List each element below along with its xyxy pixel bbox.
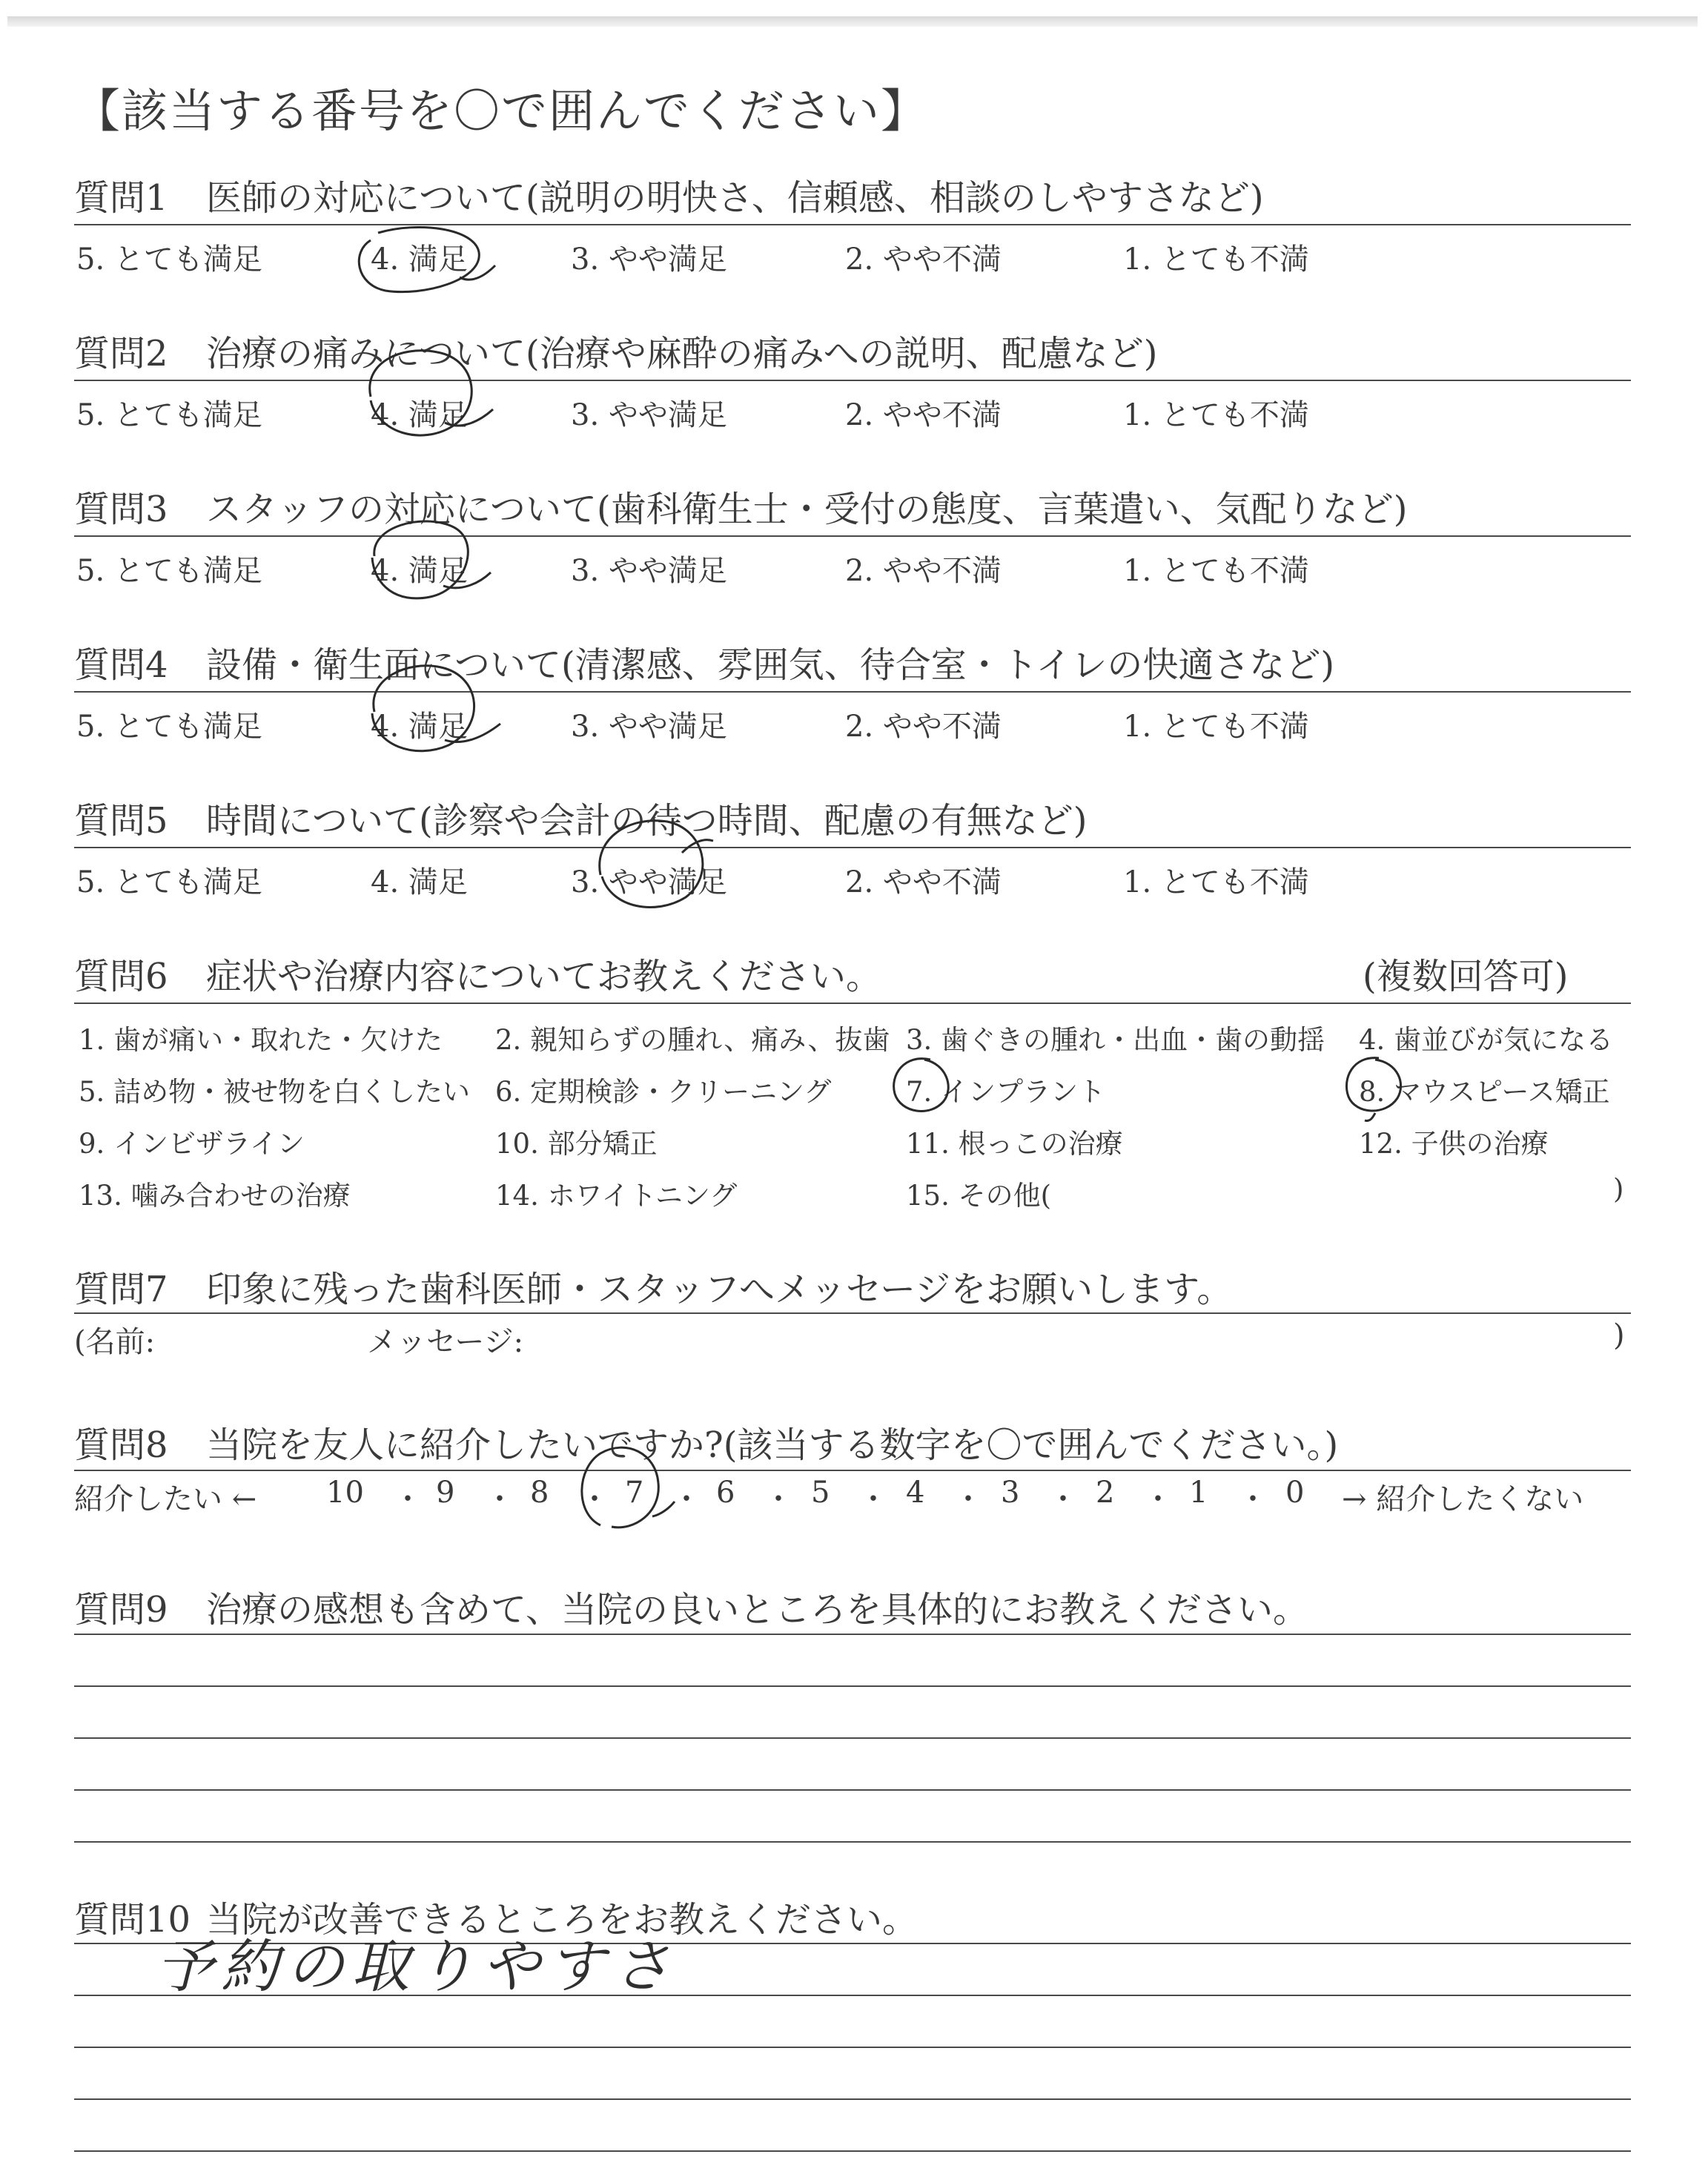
divider bbox=[74, 224, 1631, 225]
question-text: 設備・衛生面について(清潔感、雰囲気、待合室・トイレの快適さなど) bbox=[206, 644, 1335, 686]
scale-8[interactable]: 8 bbox=[530, 1476, 549, 1510]
question-number: 質問1 bbox=[74, 177, 168, 219]
q5-option-2[interactable]: 2. やや不満 bbox=[845, 865, 1002, 899]
question-3 bbox=[74, 480, 1408, 532]
scale-1[interactable]: 1 bbox=[1189, 1476, 1208, 1510]
divider bbox=[74, 380, 1631, 381]
answer-line bbox=[74, 1737, 1631, 1739]
q1-option-4[interactable]: 4. 満足 bbox=[371, 242, 468, 277]
q6-item-10[interactable]: 10. 部分矯正 bbox=[495, 1128, 658, 1160]
q2-answer-circle bbox=[356, 341, 504, 452]
question-1 bbox=[74, 169, 1264, 220]
question-2 bbox=[74, 325, 1158, 376]
q4-option-3[interactable]: 3. やや満足 bbox=[571, 710, 727, 744]
scale-dot: ・ bbox=[1143, 1482, 1173, 1516]
scale-10[interactable]: 10 bbox=[326, 1476, 364, 1510]
answer-line bbox=[74, 2150, 1631, 2152]
divider bbox=[74, 1312, 1631, 1314]
answer-line bbox=[74, 1841, 1631, 1843]
item-7-circle bbox=[886, 1049, 960, 1123]
divider bbox=[74, 691, 1631, 693]
q4-option-1[interactable]: 1. とても不満 bbox=[1123, 710, 1309, 744]
other-close-paren: ) bbox=[1613, 1173, 1624, 1205]
q6-item-1[interactable]: 1. 歯が痛い・取れた・欠けた bbox=[79, 1024, 443, 1056]
q6-item-15[interactable]: 15. その他( bbox=[906, 1180, 1052, 1212]
question-number: 質問7 bbox=[74, 1269, 168, 1310]
q5-answer-circle bbox=[586, 808, 734, 919]
question-number: 質問6 bbox=[74, 956, 168, 997]
scale-7[interactable]: 7 bbox=[625, 1476, 644, 1510]
question-8 bbox=[74, 1416, 1338, 1467]
scale-dot: ・ bbox=[858, 1482, 888, 1516]
message-close-paren: ) bbox=[1613, 1318, 1625, 1353]
q5-option-4[interactable]: 4. 満足 bbox=[371, 865, 468, 899]
q3-option-2[interactable]: 2. やや不満 bbox=[845, 554, 1002, 588]
question-text: 印象に残った歯科医師・スタッフへメッセージをお願いします。 bbox=[206, 1269, 1233, 1310]
scale-0[interactable]: 0 bbox=[1285, 1476, 1305, 1510]
q4-option-5[interactable]: 5. とても満足 bbox=[76, 710, 262, 744]
name-label: (名前: bbox=[74, 1325, 156, 1359]
divider bbox=[74, 1003, 1631, 1004]
q3-option-5[interactable]: 5. とても満足 bbox=[76, 554, 262, 588]
question-text: 医師の対応について(説明の明快さ、信頼感、相談のしやすさなど) bbox=[206, 177, 1264, 219]
q5-option-3[interactable]: 3. やや満足 bbox=[571, 865, 727, 899]
q6-item-12[interactable]: 12. 子供の治療 bbox=[1359, 1128, 1549, 1160]
q3-option-1[interactable]: 1. とても不満 bbox=[1123, 554, 1309, 588]
scale-dot: ・ bbox=[580, 1482, 609, 1516]
q4-option-4[interactable]: 4. 満足 bbox=[371, 710, 468, 744]
q1-answer-circle bbox=[348, 222, 504, 304]
question-text: 当院が改善できるところをお教えください。 bbox=[206, 1899, 918, 1941]
q6-item-8[interactable]: 8. マウスピース矯正 bbox=[1359, 1076, 1610, 1108]
multiple-answer-note: (複数回答可) bbox=[1363, 956, 1569, 997]
q3-option-4[interactable]: 4. 満足 bbox=[371, 554, 468, 588]
q6-item-2[interactable]: 2. 親知らずの腫れ、痛み、抜歯 bbox=[495, 1024, 890, 1056]
question-number: 質問5 bbox=[74, 800, 168, 842]
answer-line bbox=[74, 1685, 1631, 1687]
scan-edge bbox=[7, 16, 1698, 27]
scale-4[interactable]: 4 bbox=[906, 1476, 925, 1510]
scale-6[interactable]: 6 bbox=[716, 1476, 735, 1510]
q6-item-14[interactable]: 14. ホワイトニング bbox=[495, 1180, 738, 1212]
q6-item-3[interactable]: 3. 歯ぐきの腫れ・出血・歯の動揺 bbox=[906, 1024, 1325, 1056]
item-8-circle bbox=[1338, 1049, 1412, 1123]
q1-option-2[interactable]: 2. やや不満 bbox=[845, 242, 1002, 277]
q6-item-9[interactable]: 9. インビザライン bbox=[79, 1128, 305, 1160]
divider bbox=[74, 1470, 1631, 1471]
answer-line bbox=[74, 2047, 1631, 2048]
not-recommend-label: → 紹介したくない bbox=[1342, 1482, 1584, 1516]
answer-line bbox=[74, 2098, 1631, 2100]
question-number: 質問10 bbox=[74, 1899, 191, 1941]
q6-item-13[interactable]: 13. 噛み合わせの治療 bbox=[79, 1180, 351, 1212]
question-text: 症状や治療内容についてお教えください。 bbox=[206, 956, 882, 997]
scale-dot: ・ bbox=[953, 1482, 983, 1516]
q1-option-1[interactable]: 1. とても不満 bbox=[1123, 242, 1309, 277]
q2-option-1[interactable]: 1. とても不満 bbox=[1123, 398, 1309, 432]
scale-dot: ・ bbox=[1048, 1482, 1078, 1516]
handwritten-answer: 予約の取りやすさ bbox=[156, 1934, 678, 2001]
recommend-label: 紹介したい ← bbox=[74, 1482, 257, 1516]
scale-dot: ・ bbox=[485, 1482, 514, 1516]
q6-item-7[interactable]: 7. インプラント bbox=[906, 1076, 1106, 1108]
question-number: 質問8 bbox=[74, 1424, 168, 1466]
question-text: スタッフの対応について(歯科衛生士・受付の態度、言葉遣い、気配りなど) bbox=[206, 489, 1408, 530]
q2-option-5[interactable]: 5. とても満足 bbox=[76, 398, 262, 432]
instruction-header: 【該当する番号を〇で囲んでください】 bbox=[74, 84, 929, 138]
question-text: 時間について(診察や会計の待つ時間、配慮の有無など) bbox=[206, 800, 1088, 842]
q2-option-4[interactable]: 4. 満足 bbox=[371, 398, 468, 432]
scale-9[interactable]: 9 bbox=[436, 1476, 455, 1510]
question-4 bbox=[74, 636, 1334, 687]
q4-answer-circle bbox=[356, 653, 512, 764]
scale-dot: ・ bbox=[764, 1482, 793, 1516]
question-number: 質問4 bbox=[74, 644, 168, 686]
question-number: 質問9 bbox=[74, 1589, 168, 1631]
scale-5[interactable]: 5 bbox=[811, 1476, 830, 1510]
question-number: 質問2 bbox=[74, 333, 168, 374]
q2-option-2[interactable]: 2. やや不満 bbox=[845, 398, 1002, 432]
answer-line bbox=[74, 1789, 1631, 1791]
divider bbox=[74, 847, 1631, 848]
q6-item-11[interactable]: 11. 根っこの治療 bbox=[906, 1128, 1123, 1160]
q4-option-2[interactable]: 2. やや不満 bbox=[845, 710, 1002, 744]
q6-item-4[interactable]: 4. 歯並びが気になる bbox=[1359, 1024, 1614, 1056]
scale-dot: ・ bbox=[1238, 1482, 1268, 1516]
scale-7-circle bbox=[571, 1442, 682, 1539]
message-label: メッセージ: bbox=[367, 1325, 524, 1359]
q2-option-3[interactable]: 3. やや満足 bbox=[571, 398, 727, 432]
scale-3[interactable]: 3 bbox=[1001, 1476, 1020, 1510]
q1-option-5[interactable]: 5. とても満足 bbox=[76, 242, 262, 277]
question-text: 治療の痛みについて(治療や麻酔の痛みへの説明、配慮など) bbox=[206, 333, 1158, 374]
divider bbox=[74, 535, 1631, 537]
scale-dot: ・ bbox=[672, 1482, 701, 1516]
scale-dot: ・ bbox=[393, 1482, 423, 1516]
q3-option-3[interactable]: 3. やや満足 bbox=[571, 554, 727, 588]
question-number: 質問3 bbox=[74, 489, 168, 530]
question-7 bbox=[74, 1261, 1232, 1312]
q5-option-1[interactable]: 1. とても不満 bbox=[1123, 865, 1309, 899]
answer-line bbox=[74, 1634, 1631, 1635]
q1-option-3[interactable]: 3. やや満足 bbox=[571, 242, 727, 277]
question-text: 当院を友人に紹介したいですか?(該当する数字を〇で囲んでください。) bbox=[206, 1424, 1339, 1466]
scale-2[interactable]: 2 bbox=[1096, 1476, 1115, 1510]
question-text: 治療の感想も含めて、当院の良いところを具体的にお教えください。 bbox=[206, 1589, 1309, 1631]
q6-item-5[interactable]: 5. 詰め物・被せ物を白くしたい bbox=[79, 1076, 471, 1108]
question-5 bbox=[74, 792, 1088, 843]
q3-answer-circle bbox=[356, 512, 504, 608]
question-6 bbox=[74, 948, 881, 999]
q6-item-6[interactable]: 6. 定期検診・クリーニング bbox=[495, 1076, 832, 1108]
q5-option-5[interactable]: 5. とても満足 bbox=[76, 865, 262, 899]
question-9 bbox=[74, 1581, 1308, 1632]
